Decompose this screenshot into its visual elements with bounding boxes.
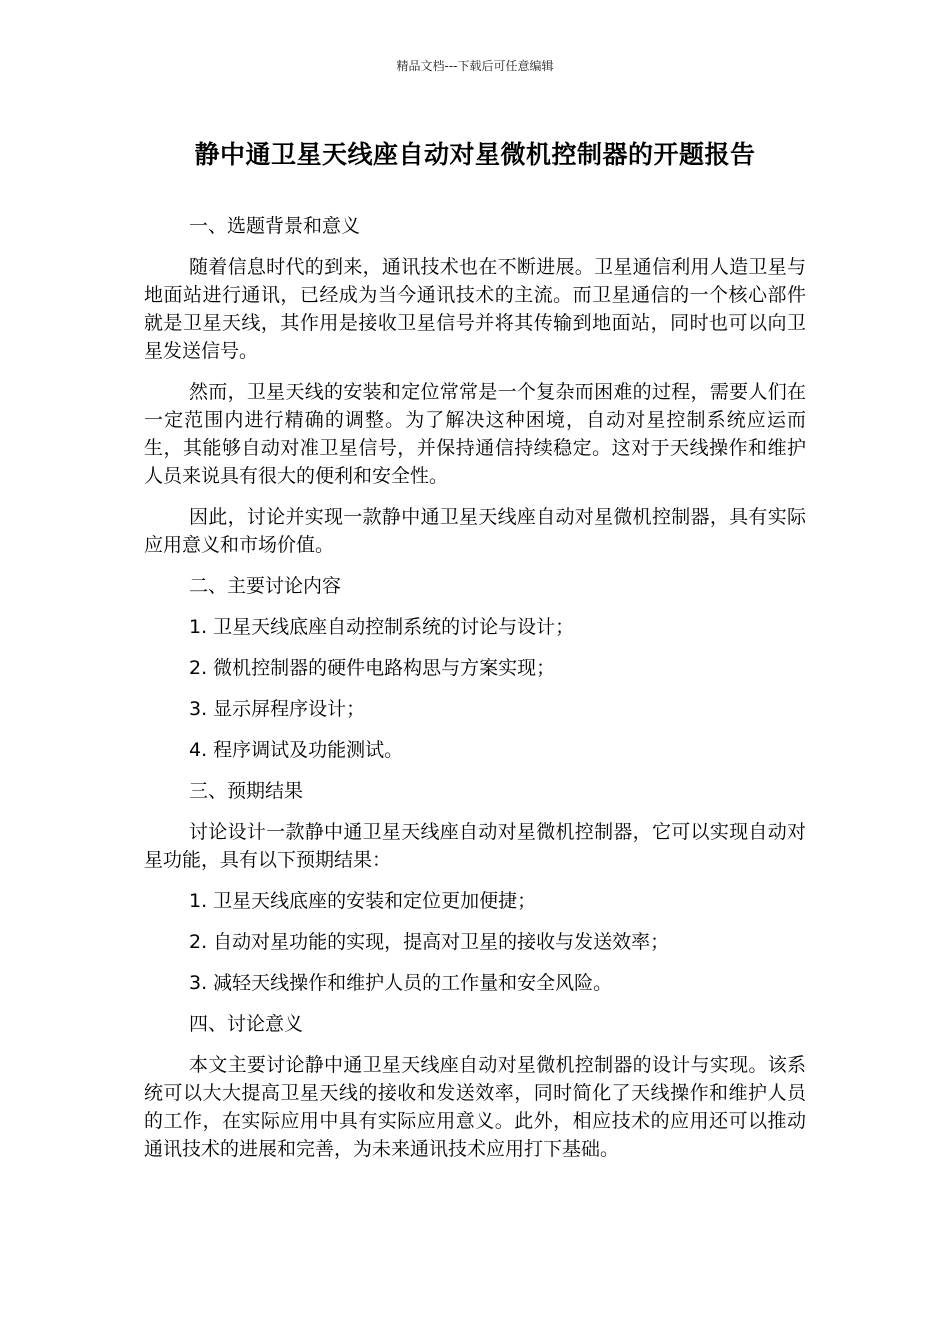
section-heading-significance: 四、讨论意义 — [189, 1013, 304, 1035]
paragraph-significance: 本文主要讨论静中通卫星天线座自动对星微机控制器的设计与实现。该系统可以大大提高卫星天线的接收和发送效率，同时简化了天线操作和维护人员的工作，在实际应用中具有实际应用意义。此外，相应技术的应用还可以推动通讯技术的进展和完善，为未来通讯技术应用打下基础。 — [144, 1054, 806, 1160]
paragraph-expected-results: 讨论设计一款静中通卫星天线座自动对星微机控制器，它可以实现自动对星功能，具有以下预期结果： — [144, 821, 806, 871]
section-heading-background: 一、选题背景和意义 — [189, 215, 361, 237]
paragraph-background-2: 然而，卫星天线的安装和定位常常是一个复杂而困难的过程，需要人们在一定范围内进行精确的调整。为了解决这种困境，自动对星控制系统应运而生，其能够自动对准卫星信号，并保持通信持续稳定。这对于天线操作和维护人员来说具有很大的便利和安全性。 — [144, 381, 806, 487]
list-item: 3. 减轻天线操作和维护人员的工作量和安全风险。 — [189, 972, 613, 994]
section-heading-expected-results: 三、预期结果 — [189, 780, 304, 802]
list-item: 1. 卫星天线底座的安装和定位更加便捷； — [189, 890, 537, 912]
document-body — [144, 212, 806, 1176]
paragraph-background-3: 因此，讨论并实现一款静中通卫星天线座自动对星微机控制器，具有实际应用意义和市场价值。 — [144, 506, 806, 556]
document-title: 静中通卫星天线座自动对星微机控制器的开题报告 — [194, 140, 756, 169]
list-item: 2. 微机控制器的硬件电路构思与方案实现； — [189, 657, 556, 679]
header-note: 精品文档---下载后可任意编辑 — [396, 59, 554, 73]
list-item: 3. 显示屏程序设计； — [189, 698, 366, 720]
list-item: 1. 卫星天线底座自动控制系统的讨论与设计； — [189, 616, 575, 638]
list-item: 2. 自动对星功能的实现，提高对卫星的接收与发送效率； — [189, 931, 670, 953]
section-heading-content: 二、主要讨论内容 — [189, 575, 342, 597]
list-item: 4. 程序调试及功能测试。 — [189, 739, 404, 761]
paragraph-background-1: 随着信息时代的到来，通讯技术也在不断进展。卫星通信利用人造卫星与地面站进行通讯，已经成为当今通讯技术的主流。而卫星通信的一个核心部件就是卫星天线，其作用是接收卫星信号并将其传输到地面站，同时也可以向卫星发送信号。 — [144, 256, 806, 362]
